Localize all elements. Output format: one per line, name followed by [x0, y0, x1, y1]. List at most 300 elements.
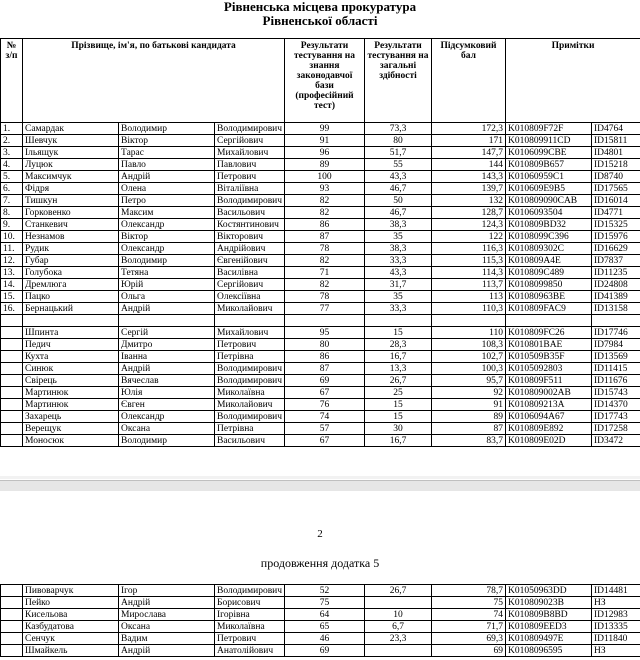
cell-patronymic: Петрович	[215, 339, 285, 351]
cell-total: 95,7	[432, 375, 506, 387]
results-table	[0, 38, 640, 447]
cell-first-name: Андрій	[119, 363, 215, 375]
cell-total: 139,7	[432, 183, 506, 195]
cell-test2: 46,7	[365, 183, 432, 195]
cell-first-name: Вадим	[119, 633, 215, 645]
cell-test1: 86	[285, 351, 365, 363]
cell-test2: 23,3	[365, 633, 432, 645]
page-number: 2	[317, 528, 323, 540]
cell-first-name: Володимир	[119, 435, 215, 447]
table-row	[1, 585, 640, 597]
table-row	[1, 159, 640, 171]
cell-first-name: Євген	[119, 399, 215, 411]
cell-total: 110,3	[432, 303, 506, 315]
cell-id: ID15218	[592, 159, 640, 171]
cell-patronymic: Михайлович	[215, 327, 285, 339]
cell-patronymic: Миколайович	[215, 399, 285, 411]
cell-first-name: Віктор	[119, 135, 215, 147]
cell-test2: 50	[365, 195, 432, 207]
header-test1: Результати тестування на знання законодавчої бази (професійний тест)	[285, 39, 365, 123]
cell-num	[1, 387, 23, 399]
cell-code: K0108096595	[506, 645, 592, 657]
cell-total: 102,7	[432, 351, 506, 363]
cell-first-name	[119, 315, 215, 327]
cell-code: K010809302C	[506, 243, 592, 255]
table-row	[1, 609, 640, 621]
table-row	[1, 387, 640, 399]
table-row	[1, 351, 640, 363]
cell-id: ID12983	[592, 609, 640, 621]
cell-last-name: Фідря	[23, 183, 119, 195]
cell-code: K010809EED3	[506, 621, 592, 633]
cell-last-name: Рудик	[23, 243, 119, 255]
cell-first-name: Володимир	[119, 255, 215, 267]
cell-num: 8.	[1, 207, 23, 219]
cell-first-name: Мирослава	[119, 609, 215, 621]
cell-total: 114,3	[432, 267, 506, 279]
cell-first-name: Андрій	[119, 303, 215, 315]
cell-test1: 78	[285, 291, 365, 303]
cell-id: ID15976	[592, 231, 640, 243]
cell-total: 171	[432, 135, 506, 147]
cell-num	[1, 327, 23, 339]
cell-test1: 71	[285, 267, 365, 279]
cell-patronymic: Віталіївна	[215, 183, 285, 195]
cell-total: 113,7	[432, 279, 506, 291]
cell-first-name: Олександр	[119, 243, 215, 255]
cell-id: ID16014	[592, 195, 640, 207]
cell-first-name: Юрій	[119, 279, 215, 291]
cell-test1: 76	[285, 399, 365, 411]
cell-total: 122	[432, 231, 506, 243]
cell-patronymic: Миколаївна	[215, 387, 285, 399]
cell-last-name: Казбудатова	[23, 621, 119, 633]
cell-last-name: Сенчук	[23, 633, 119, 645]
cell-id: НЗ	[592, 597, 640, 609]
table-row	[1, 423, 640, 435]
cell-num	[1, 363, 23, 375]
cell-id: ID16629	[592, 243, 640, 255]
cell-num: 6.	[1, 183, 23, 195]
cell-test2: 43,3	[365, 267, 432, 279]
cell-patronymic: Олексіївна	[215, 291, 285, 303]
cell-code: K010809A4E	[506, 255, 592, 267]
cell-last-name: Кухта	[23, 351, 119, 363]
table-row	[1, 303, 640, 315]
cell-num	[1, 339, 23, 351]
cell-test2	[365, 597, 432, 609]
cell-test2: 38,3	[365, 219, 432, 231]
cell-test1: 65	[285, 621, 365, 633]
cell-id: ID4771	[592, 207, 640, 219]
cell-test2: 73,3	[365, 123, 432, 135]
cell-code: K010809C489	[506, 267, 592, 279]
cell-last-name: Пейко	[23, 597, 119, 609]
document-subtitle: Рівненської області	[262, 13, 378, 28]
cell-num	[1, 633, 23, 645]
cell-test2: 55	[365, 159, 432, 171]
cell-patronymic: Костянтинович	[215, 219, 285, 231]
cell-total: 172,3	[432, 123, 506, 135]
cell-test2: 51,7	[365, 147, 432, 159]
cell-code: K010809090CAB	[506, 195, 592, 207]
cell-test2: 35	[365, 291, 432, 303]
table-row	[1, 255, 640, 267]
page-break-shadow	[0, 476, 640, 479]
cell-test1: 80	[285, 339, 365, 351]
table-row	[1, 645, 640, 657]
cell-test1: 91	[285, 135, 365, 147]
cell-id: ID3472	[592, 435, 640, 447]
cell-id: ID41389	[592, 291, 640, 303]
cell-num	[1, 315, 23, 327]
cell-test1: 87	[285, 231, 365, 243]
cell-test1: 69	[285, 645, 365, 657]
cell-first-name: Ігор	[119, 585, 215, 597]
cell-id: ID17746	[592, 327, 640, 339]
cell-id: ID13158	[592, 303, 640, 315]
cell-patronymic: Володимирович	[215, 375, 285, 387]
cell-first-name: Ольга	[119, 291, 215, 303]
table-row	[1, 633, 640, 645]
cell-num	[1, 375, 23, 387]
cell-first-name: Павло	[119, 159, 215, 171]
cell-test2: 26,7	[365, 375, 432, 387]
cell-num: 9.	[1, 219, 23, 231]
cell-test1: 75	[285, 597, 365, 609]
cell-patronymic: Борисович	[215, 597, 285, 609]
cell-last-name: Шпинта	[23, 327, 119, 339]
cell-id: ID15743	[592, 387, 640, 399]
table-row	[1, 267, 640, 279]
cell-num	[1, 621, 23, 633]
cell-num: 1.	[1, 123, 23, 135]
cell-patronymic: Володимирович	[215, 123, 285, 135]
cell-patronymic: Володимирович	[215, 195, 285, 207]
cell-num: 2.	[1, 135, 23, 147]
cell-first-name: Андрій	[119, 645, 215, 657]
cell-test1: 69	[285, 375, 365, 387]
cell-test1: 82	[285, 279, 365, 291]
cell-total: 115,3	[432, 255, 506, 267]
cell-code: K010809E02D	[506, 435, 592, 447]
cell-test1: 96	[285, 147, 365, 159]
cell-test1: 100	[285, 171, 365, 183]
cell-first-name: Тарас	[119, 147, 215, 159]
cell-test2: 33,3	[365, 303, 432, 315]
cell-code: K010509280​3	[506, 363, 592, 375]
cell-test2: 31,7	[365, 279, 432, 291]
cell-num	[1, 645, 23, 657]
cell-code: K0106099CBE	[506, 147, 592, 159]
cell-code: K010509B35F	[506, 351, 592, 363]
cell-patronymic: Ігорівна	[215, 609, 285, 621]
cell-last-name: Шевчук	[23, 135, 119, 147]
table-row	[1, 207, 640, 219]
cell-code: K010801BAE	[506, 339, 592, 351]
cell-last-name: Шмайкель	[23, 645, 119, 657]
cell-test2: 13,3	[365, 363, 432, 375]
cell-first-name: Максим	[119, 207, 215, 219]
table-row	[1, 195, 640, 207]
cell-last-name: Свірець	[23, 375, 119, 387]
cell-patronymic: Анатолійович	[215, 645, 285, 657]
cell-patronymic: Сергійович	[215, 135, 285, 147]
cell-id: ID15325	[592, 219, 640, 231]
header-name: Прізвище, ім'я, по батькові кандидата	[23, 39, 285, 123]
cell-id	[592, 315, 640, 327]
cell-first-name: Олена	[119, 183, 215, 195]
cell-code: K0108099C396	[506, 231, 592, 243]
cell-patronymic: Сергійович	[215, 279, 285, 291]
cell-patronymic: Андрійович	[215, 243, 285, 255]
cell-patronymic: Василівна	[215, 267, 285, 279]
cell-total: 69	[432, 645, 506, 657]
cell-last-name: Мартинюк	[23, 399, 119, 411]
table-row	[1, 279, 640, 291]
cell-id: ID13335	[592, 621, 640, 633]
cell-code: K010809B8BD	[506, 609, 592, 621]
cell-first-name: Дмитро	[119, 339, 215, 351]
cell-last-name: Станкевич	[23, 219, 119, 231]
cell-code: K010809911CD	[506, 135, 592, 147]
cell-total: 110	[432, 327, 506, 339]
cell-id: ID24808	[592, 279, 640, 291]
cell-test1: 52	[285, 585, 365, 597]
cell-first-name: Олександр	[119, 411, 215, 423]
cell-patronymic: Євгенійович	[215, 255, 285, 267]
cell-total: 144	[432, 159, 506, 171]
cell-code: K010809002AB	[506, 387, 592, 399]
cell-total: 87	[432, 423, 506, 435]
cell-patronymic: Володимирович	[215, 411, 285, 423]
table-row	[1, 123, 640, 135]
table-row	[1, 621, 640, 633]
cell-last-name: Синюк	[23, 363, 119, 375]
table-row	[1, 147, 640, 159]
cell-patronymic: Вікторович	[215, 231, 285, 243]
cell-total: 132	[432, 195, 506, 207]
cell-code: K010609350​4	[506, 207, 592, 219]
cell-num	[1, 423, 23, 435]
cell-num	[1, 585, 23, 597]
continuation-table	[0, 584, 640, 657]
cell-num: 16.	[1, 303, 23, 315]
table-row	[1, 399, 640, 411]
cell-total: 92	[432, 387, 506, 399]
cell-test2: 43,3	[365, 171, 432, 183]
cell-test2: 25	[365, 387, 432, 399]
cell-num: 5.	[1, 171, 23, 183]
cell-code: K0108094​97E	[506, 633, 592, 645]
cell-test1: 93	[285, 183, 365, 195]
header-num: № з/п	[1, 39, 23, 123]
cell-id: ID11415	[592, 363, 640, 375]
cell-last-name: Верещук	[23, 423, 119, 435]
cell-last-name: Тишкун	[23, 195, 119, 207]
cell-test2: 26,7	[365, 585, 432, 597]
cell-id: ID7837	[592, 255, 640, 267]
cell-total: 147,7	[432, 147, 506, 159]
cell-id: ID4801	[592, 147, 640, 159]
cell-last-name: Бернацький	[23, 303, 119, 315]
cell-total: 71,7	[432, 621, 506, 633]
cell-total: 128,7	[432, 207, 506, 219]
cell-test1: 95	[285, 327, 365, 339]
cell-id: ID11840	[592, 633, 640, 645]
cell-total: 143,3	[432, 171, 506, 183]
cell-code: K010809E892	[506, 423, 592, 435]
table-row	[1, 243, 640, 255]
continuation-title: продовження додатка 5	[260, 556, 380, 570]
cell-last-name: Губар	[23, 255, 119, 267]
cell-patronymic	[215, 315, 285, 327]
cell-last-name: Пацко	[23, 291, 119, 303]
cell-test1: 82	[285, 195, 365, 207]
cell-num	[1, 609, 23, 621]
cell-first-name: Олександр	[119, 219, 215, 231]
cell-test1: 82	[285, 255, 365, 267]
cell-test1: 89	[285, 159, 365, 171]
table-row	[1, 219, 640, 231]
cell-num: 11.	[1, 243, 23, 255]
cell-num: 14.	[1, 279, 23, 291]
cell-first-name: Іванна	[119, 351, 215, 363]
cell-total: 116,3	[432, 243, 506, 255]
cell-patronymic: Петрович	[215, 633, 285, 645]
cell-patronymic: Миколаївна	[215, 621, 285, 633]
header-test2: Результати тестування на загальні здібності	[365, 39, 432, 123]
cell-code: K010809985​0	[506, 279, 592, 291]
cell-test2: 15	[365, 411, 432, 423]
cell-first-name: Віктор	[119, 231, 215, 243]
table-row	[1, 231, 640, 243]
cell-test2: 10	[365, 609, 432, 621]
table-row	[1, 171, 640, 183]
table-row	[1, 327, 640, 339]
cell-test1: 67	[285, 387, 365, 399]
cell-last-name: Максимчук	[23, 171, 119, 183]
document-title: Рівненська місцева прокуратура	[223, 0, 417, 14]
cell-code: K010809BD32	[506, 219, 592, 231]
table-row	[1, 411, 640, 423]
cell-first-name: Оксана	[119, 621, 215, 633]
cell-code: K010609E9B5	[506, 183, 592, 195]
cell-test2: 35	[365, 231, 432, 243]
cell-num	[1, 399, 23, 411]
cell-test1: 86	[285, 219, 365, 231]
cell-num	[1, 411, 23, 423]
cell-test2: 33,3	[365, 255, 432, 267]
cell-last-name	[23, 315, 119, 327]
cell-code: K0108096​3BE	[506, 291, 592, 303]
cell-test2: 15	[365, 399, 432, 411]
table-row	[1, 315, 640, 327]
cell-test1: 46	[285, 633, 365, 645]
cell-patronymic: Павлович	[215, 159, 285, 171]
cell-code: K010809FAC9	[506, 303, 592, 315]
cell-patronymic: Володимирович	[215, 585, 285, 597]
cell-total: 78,7	[432, 585, 506, 597]
cell-last-name: Голубока	[23, 267, 119, 279]
cell-patronymic: Петрович	[215, 171, 285, 183]
cell-total: 108,3	[432, 339, 506, 351]
header-total: Підсумковий бал	[432, 39, 506, 123]
cell-code: K010809B657	[506, 159, 592, 171]
cell-first-name: Юлія	[119, 387, 215, 399]
cell-last-name: Пивоварчук	[23, 585, 119, 597]
cell-id: ID14481	[592, 585, 640, 597]
cell-first-name: Володимир	[119, 123, 215, 135]
cell-id: ID4764	[592, 123, 640, 135]
cell-code: K010809F72F	[506, 123, 592, 135]
cell-last-name: Мартинюк	[23, 387, 119, 399]
cell-last-name: Дремлюга	[23, 279, 119, 291]
cell-first-name: Андрій	[119, 171, 215, 183]
cell-patronymic: Миколайович	[215, 303, 285, 315]
cell-first-name: Вячеслав	[119, 375, 215, 387]
cell-test2: 16,7	[365, 351, 432, 363]
cell-code: K010809213A	[506, 399, 592, 411]
cell-last-name: Захарець	[23, 411, 119, 423]
cell-num	[1, 435, 23, 447]
cell-code: K0108090​23B	[506, 597, 592, 609]
cell-test2	[365, 645, 432, 657]
cell-id: ID7984	[592, 339, 640, 351]
cell-total: 124,3	[432, 219, 506, 231]
cell-id: НЗ	[592, 645, 640, 657]
table-row	[1, 291, 640, 303]
cell-last-name: Горковенко	[23, 207, 119, 219]
cell-test1: 87	[285, 363, 365, 375]
cell-test1: 74	[285, 411, 365, 423]
cell-id: ID11676	[592, 375, 640, 387]
cell-total	[432, 315, 506, 327]
cell-total: 83,7	[432, 435, 506, 447]
cell-test1: 64	[285, 609, 365, 621]
cell-id: ID14370	[592, 399, 640, 411]
cell-num	[1, 597, 23, 609]
cell-total: 91	[432, 399, 506, 411]
table-row	[1, 597, 640, 609]
page-break	[0, 480, 640, 491]
cell-code: K010809FC26	[506, 327, 592, 339]
cell-id: ID17258	[592, 423, 640, 435]
cell-total: 75	[432, 597, 506, 609]
table-row	[1, 183, 640, 195]
cell-code: K01060959C1	[506, 171, 592, 183]
cell-last-name: Самардак	[23, 123, 119, 135]
cell-num: 12.	[1, 255, 23, 267]
table-row	[1, 435, 640, 447]
cell-num: 3.	[1, 147, 23, 159]
cell-id: ID17743	[592, 411, 640, 423]
cell-last-name: Моносюк	[23, 435, 119, 447]
cell-id: ID17565	[592, 183, 640, 195]
cell-code: K010809F511	[506, 375, 592, 387]
table-row	[1, 135, 640, 147]
cell-patronymic: Петрівна	[215, 423, 285, 435]
cell-id: ID11235	[592, 267, 640, 279]
cell-patronymic: Володимирович	[215, 363, 285, 375]
cell-last-name: Ільящук	[23, 147, 119, 159]
table-row	[1, 375, 640, 387]
cell-test2: 28,3	[365, 339, 432, 351]
cell-patronymic: Васильович	[215, 207, 285, 219]
cell-test2: 38,3	[365, 243, 432, 255]
cell-test1	[285, 315, 365, 327]
cell-code: K0106094A67	[506, 411, 592, 423]
